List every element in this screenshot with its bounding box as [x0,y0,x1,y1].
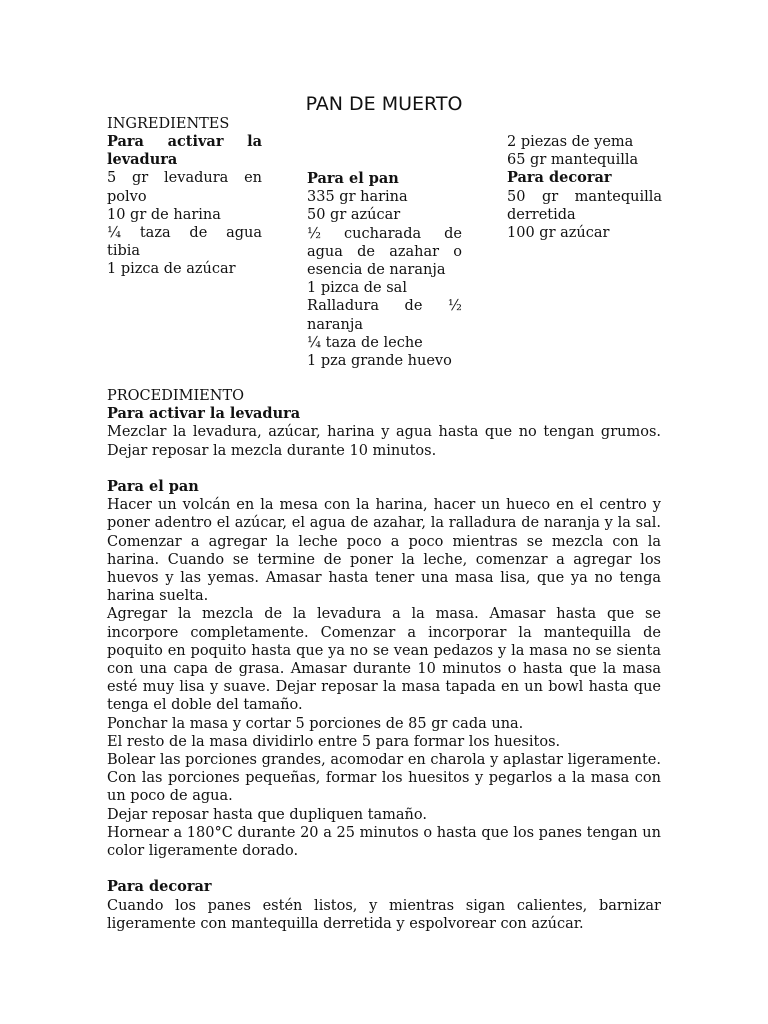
ingredient-line: 50 gr mantequilla [507,188,662,205]
ingredient-line: 335 gr harina [307,189,408,206]
ingredient-line: esencia de naranja [307,262,446,279]
ingredient-line: ½ cucharada de [307,225,462,242]
ingredient-line: 2 piezas de yema [507,134,634,150]
subheading-activar-levadura-line: levadura [107,151,178,169]
subheading-activar-levadura: Para activar la levadura [107,405,301,423]
ingredient-line: Ralladura de ½ [307,298,462,315]
procedure-paragraph: Cuando los panes estén listos, y mientras sigan calientes, barnizar ligeramente con mantequilla derretida y espolvorear con azúcar. [107,897,661,932]
procedure-paragraph: Mezclar la levadura, azúcar, harina y agua hasta que no tengan grumos. Dejar reposar la mezcla durante 10 minutos. [107,424,661,459]
procedure-paragraph: Hacer un volcán en la mesa con la harina, hacer un hueco en el centro y poner adentro el azúcar, el agua de azahar, la ralladura de naranja y la sal. Comenzar a agregar la leche poco a poco mientras se mezcla con la harina. Cuando se termine de poner la leche, comenzar a agregar los huevos y las yemas. Amasar hasta tener una masa lisa, que ya no tenga harina suelta. [107,497,661,605]
procedure-paragraph: Bolear las porciones grandes, acomodar en charola y aplastar ligeramente. Con las porciones pequeñas, formar los huesitos y pegarlos a la masa con un poco de agua. [107,752,661,805]
procedure-section [107,387,661,933]
ingredient-line: 65 gr mantequilla [507,152,639,169]
ingredient-line: derretida [507,206,576,223]
ingredients-heading: INGREDIENTES [107,116,230,132]
procedure-heading: PROCEDIMIENTO [107,388,244,404]
subheading-para-decorar: Para decorar [107,878,212,896]
subheading-para-el-pan: Para el pan [307,170,399,187]
ingredient-line: tibia [107,243,141,260]
ingredient-line: polvo [107,188,147,205]
ingredient-line: ¼ taza de agua [107,225,262,242]
ingredients-column-pan [307,170,462,370]
procedure-paragraph: Dejar reposar hasta que dupliquen tamaño. [107,806,427,823]
ingredient-line: 100 gr azúcar [507,225,610,242]
ingredient-line: naranja [307,316,364,333]
subheading-activar-levadura-line: Para activar la [107,133,262,150]
page-title: PAN DE MUERTO [305,93,463,115]
ingredient-line: ¼ taza de leche [307,334,423,351]
procedure-paragraph: Ponchar la masa y cortar 5 porciones de 85 gr cada una. [107,715,524,732]
procedure-paragraph: Hornear a 180°C durante 20 a 25 minutos o hasta que los panes tengan un color ligeramente dorado. [107,824,661,860]
ingredient-line: agua de azahar o [307,243,462,260]
ingredient-line: 1 pizca de sal [307,280,407,297]
subheading-para-decorar: Para decorar [507,169,612,187]
procedure-paragraph: El resto de la masa dividirlo entre 5 para formar los huesitos. [107,733,561,750]
ingredient-line: 1 pza grande huevo [307,353,452,370]
ingredient-line: 1 pizca de azúcar [107,261,236,278]
ingredient-line: 10 gr de harina [107,206,221,223]
procedure-paragraph: Agregar la mezcla de la levadura a la masa. Amasar hasta que se incorpore completamente. Comenzar a incorporar la mantequilla de poquito en poquito hasta que ya no se vean pedazos y la masa no se sienta con una capa de grasa. Amasar durante 10 minutos o hasta que la masa esté muy lisa y suave. Dejar reposar la masa tapada en un bowl hasta que tenga el doble del tamaño. [107,606,661,714]
subheading-para-el-pan: Para el pan [107,478,199,495]
ingredient-line: 50 gr azúcar [307,207,401,224]
ingredients-column-levadura [107,133,262,279]
ingredients-column-decorar [507,133,662,242]
ingredient-line: 5 gr levadura en [107,170,262,187]
